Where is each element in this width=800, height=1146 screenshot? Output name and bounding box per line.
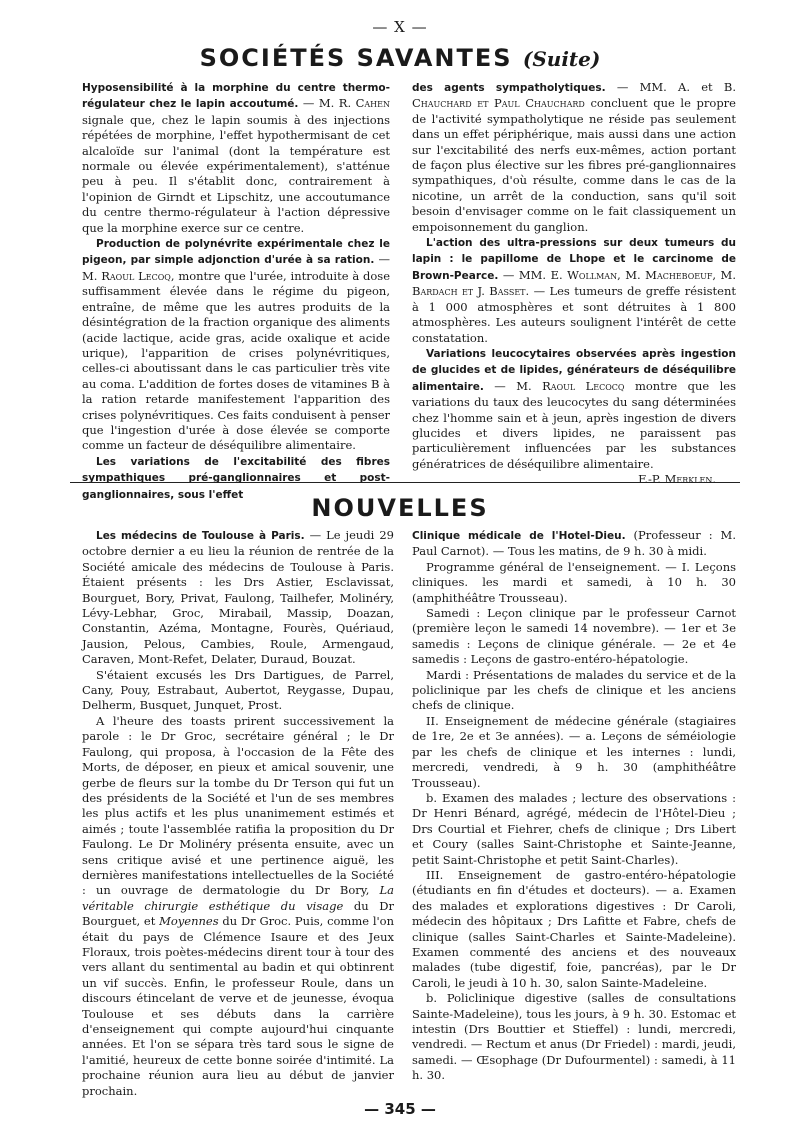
- section-title-suite: (Suite): [522, 47, 601, 71]
- column-4: [412, 528, 736, 1084]
- news-excuses: S'étaient excusés les Drs Dartigues, de Parrel, Cany, Pouy, Estrabaut, Aubertot, Reygasse, Dupau, Delherm, Busquet, Junquet, Prost.: [82, 667, 394, 713]
- book-title: La véritable chirurgie esthétique du visage: [82, 883, 394, 913]
- article-title: Production de polynévrite expérimentale chez le pigeon, par simple adjonction d'urée à sa ration.: [82, 238, 390, 267]
- article-leucocytaires: [412, 346, 736, 472]
- news-body: du Dr Groc. Puis, comme l'on était du pays de Clémence Isaure et des Jeux Floraux, trois poètes-médecins dirent tour à tour des vers allant du sentimental au badin et qui obtinrent un vif succès. Enfin, le professeur Roule, dans un discours étincelant de verve et de jeunesse, évoqua Toulouse et ses débuts dans la carrière d'enseignement qui compte aujourd'hui cinquante années. Et l'on se sépara très tard sous le signe de l'amitié, heureux de cette bonne soirée d'intimité. La prochaine réunion aura lieu au début de janvier prochain.: [82, 914, 394, 1098]
- signature: F.-P. Merklen.: [638, 472, 716, 487]
- page-number: — 345 —: [364, 1100, 436, 1118]
- article-ultra-pressions: [412, 235, 736, 346]
- news-title: Clinique médicale de l'Hotel-Dieu.: [412, 530, 626, 542]
- book-title: Moyennes: [159, 914, 219, 929]
- programme-paragraph: II. Enseignement de médecine générale (stagiaires de 1re, 2e et 3e années). — a. Leçons de séméiologie par les chefs de clinique et les internes : lundi, mercredi, vendredi, à 9 h. 30 (amphithéâtre Trousseau).: [412, 713, 736, 790]
- programme-paragraph: Samedi : Leçon clinique par le professeur Carnot (première leçon le samedi 14 novembre). — 1er et 3e samedis : Leçons de clinique générale. — 2e et 4e samedis : Leçons de gastro-entéro-hépatologie.: [412, 606, 736, 667]
- article-body: signale que, chez le lapin soumis à des injections répétées de morphine, l'effet hypothermisant de cet alcaloïde sur l'animal (dont la température est normale ou élevée expérimentalement), s'atténue peu à peu. Il s'établit donc, contrairement à l'opinion de Girndt et Lipschitz, une accoutumance du centre thermo-régulateur à l'action dépressive que la morphine exerce sur ce centre.: [82, 112, 390, 235]
- programme-paragraph: Mardi : Présentations de malades du service et de la policlinique par les chefs de clinique et les anciens chefs de clinique.: [412, 667, 736, 713]
- article-body: , montre que l'urée, introduite à dose suffisamment élevée dans le régime du pigeon, entraîne, de même que les autres produits de la désintégration de la fraction organique des aliments (acide lactique, acide gras, acide oxalique et acide urique), l'apparition de crises polynévritiques, celles-ci aboutissant dans le cas particulier très vite au coma. L'addition de fortes doses de vitamines B à la ration retarde manifestement l'apparition des crises polynévritiques. Ces faits conduisent à penser que l'ingestion d'urée à dose élevée se comporte comme un facteur de déséquilibre alimentaire.: [82, 268, 390, 453]
- article-author: Raoul Lecocq: [542, 378, 625, 393]
- programme-paragraph: Programme général de l'enseignement. — I. Leçons cliniques. les mardi et samedi, à 10 h. 30 (amphithéâtre Trousseau).: [412, 559, 736, 605]
- column-1: [82, 80, 390, 503]
- article-body: . — Les tumeurs de greffe résistent à 1 000 atmosphères et sont détruites à 1 800 atmosphères. Les auteurs soulignent l'intérêt de cette constatation.: [412, 284, 736, 345]
- section-title-nouvelles: NOUVELLES: [311, 494, 489, 522]
- news-toasts: [82, 714, 394, 1099]
- article-author: E. Wollman, M. Macheboeuf, M. Bardach et J. Basset: [412, 267, 736, 299]
- programme-paragraph: III. Enseignement de gastro-entéro-hépatologie (étudiants en fin d'études et docteurs). — a. Examen des malades et explorations digestives : Dr Caroli, médecin des hôpitaux ; Drs Lafitte et Fabre, chefs de clinique (salles Saint-Charles et Sainte-Madeleine). Examen commenté des anciens et des nouveaux malades (tube digestif, foie, pancréas), par le Dr Caroli, le jeudi à 10 h. 30, salon Sainte-Madeleine.: [412, 867, 736, 990]
- article-excitabilite-cont: [412, 80, 736, 235]
- article-body: concluent que le propre de l'activité sympatholytique ne réside pas seulement dans un effet périphérique, mais aussi dans une action sur l'excitabilité des nerfs eux-mêmes, action portant de façon plus élective sur les fibres pré-ganglionnaires sympathiques, d'où résulte, comme dans le cas de la nicotine, un arrêt de la conduction, sans qu'il soit besoin d'envisager comme on le fait classiquement un empoisonnement du ganglion.: [412, 96, 736, 234]
- article-hyposensibilite: [82, 80, 390, 236]
- column-2: [412, 80, 736, 488]
- programme-paragraph: b. Policlinique digestive (salles de consultations Sainte-Madeleine), tous les jours, à 9 h. 30. Estomac et intestin (Drs Bouttier et Stieffel) : lundi, mercredi, vendredi. — Rectum et anus (Dr Friedel) : mardi, jeudi, samedi. — Œsophage (Dr Dufourmentel) : samedi, à 11 h. 30.: [412, 991, 736, 1083]
- column-3: [82, 528, 394, 1099]
- article-title-cont: des agents sympatholytiques.: [412, 82, 606, 94]
- news-toulouse: [82, 528, 394, 668]
- news-body: (Professeur : M. Paul Carnot). — Tous les matins, de 9 h. 30 à midi.: [412, 528, 736, 559]
- news-hotel-dieu: [412, 528, 736, 560]
- separator: — M.: [82, 252, 390, 283]
- article-author: Raoul Lecoq: [101, 268, 171, 283]
- news-title: Les médecins de Toulouse à Paris.: [96, 530, 305, 542]
- article-title: Les variations de l'excitabilité des fibres sympathiques pré-ganglionnaires et post-ganglionnaires, sous l'effet: [82, 455, 390, 501]
- page-header-roman: — X —: [372, 18, 428, 36]
- article-body: montre que les variations du taux des leucocytes du sang déterminées chez l'homme sain et à jeun, après ingestion de divers glucides et divers lipides, ne paraissent pas particulièrement influencées par les substances génératrices de déséquilibre alimentaire.: [412, 378, 736, 471]
- separator: — M. R.: [298, 96, 356, 111]
- section-title-societes: [0, 44, 800, 72]
- section-title-text: SOCIÉTÉS SAVANTES: [199, 44, 513, 72]
- article-title: Hyposensibilité à la morphine du centre thermo-régulateur chez le lapin accoutumé.: [82, 82, 390, 111]
- article-author: Cahen: [355, 96, 390, 111]
- section-divider: [70, 482, 740, 483]
- news-body: du Dr Bourguet, et: [82, 898, 394, 929]
- news-body: — Le jeudi 29 octobre dernier a eu lieu la réunion de rentrée de la Société amicale des médecins de Toulouse à Paris. Étaient présents : les Drs Astier, Esclavissat, Bourguet, Bory, Privat, Faulong, Tailhefer, Molinéry, Lévy-Lebhar, Groc, Mirabail, Massip, Doazan, Constantin, Azéma, Montagne, Fourès, Quériaud, Jausion, Pelous, Cambies, Roule, Armengaud, Caraven, Mont-Refet, Delater, Duraud, Bouzat.: [82, 528, 394, 667]
- article-title: L'action des ultra-pressions sur deux tumeurs du lapin : le papillome de Lhope et le carcinome de Brown-Pearce.: [412, 237, 736, 282]
- article-polynevrite: [82, 236, 390, 454]
- separator: — M.: [483, 378, 543, 393]
- separator: — MM. A. et B.: [605, 80, 736, 94]
- news-body: A l'heure des toasts prirent successivement la parole : le Dr Groc, secrétaire général ; le Dr Faulong, qui proposa, à l'occasion de la Fête des Morts, de déposer, en pieux et amical souvenir, une gerbe de fleurs sur la tombe du Dr Terson qui fut un des présidents de la Société et l'un de ses membres les plus actifs et les plus unanimement estimés et aimés ; toute l'assemblée ratifia la proposition du Dr Faulong. Le Dr Molinéry présenta ensuite, avec un sens critique avisé et une pertinence aiguë, les dernières manifestations intellectuelles de la Société : un ouvrage de dermatologie du Dr Bory,: [82, 713, 394, 898]
- programme-paragraph: b. Examen des malades ; lecture des observations : Dr Henri Bénard, agrégé, médecin de l'Hôtel-Dieu ; Drs Courtial et Fiehrer, chefs de clinique ; Drs Libert et Coury (salles Saint-Christophe et Sainte-Jeanne, petit Saint-Christophe et petit Saint-Charles).: [412, 790, 736, 867]
- separator: — MM.: [498, 267, 551, 282]
- article-author: Chauchard et Paul Chauchard: [412, 96, 585, 111]
- article-title: Variations leucocytaires observées après ingestion de glucides et de lipides, générateurs de déséquilibre alimentaire.: [412, 347, 736, 393]
